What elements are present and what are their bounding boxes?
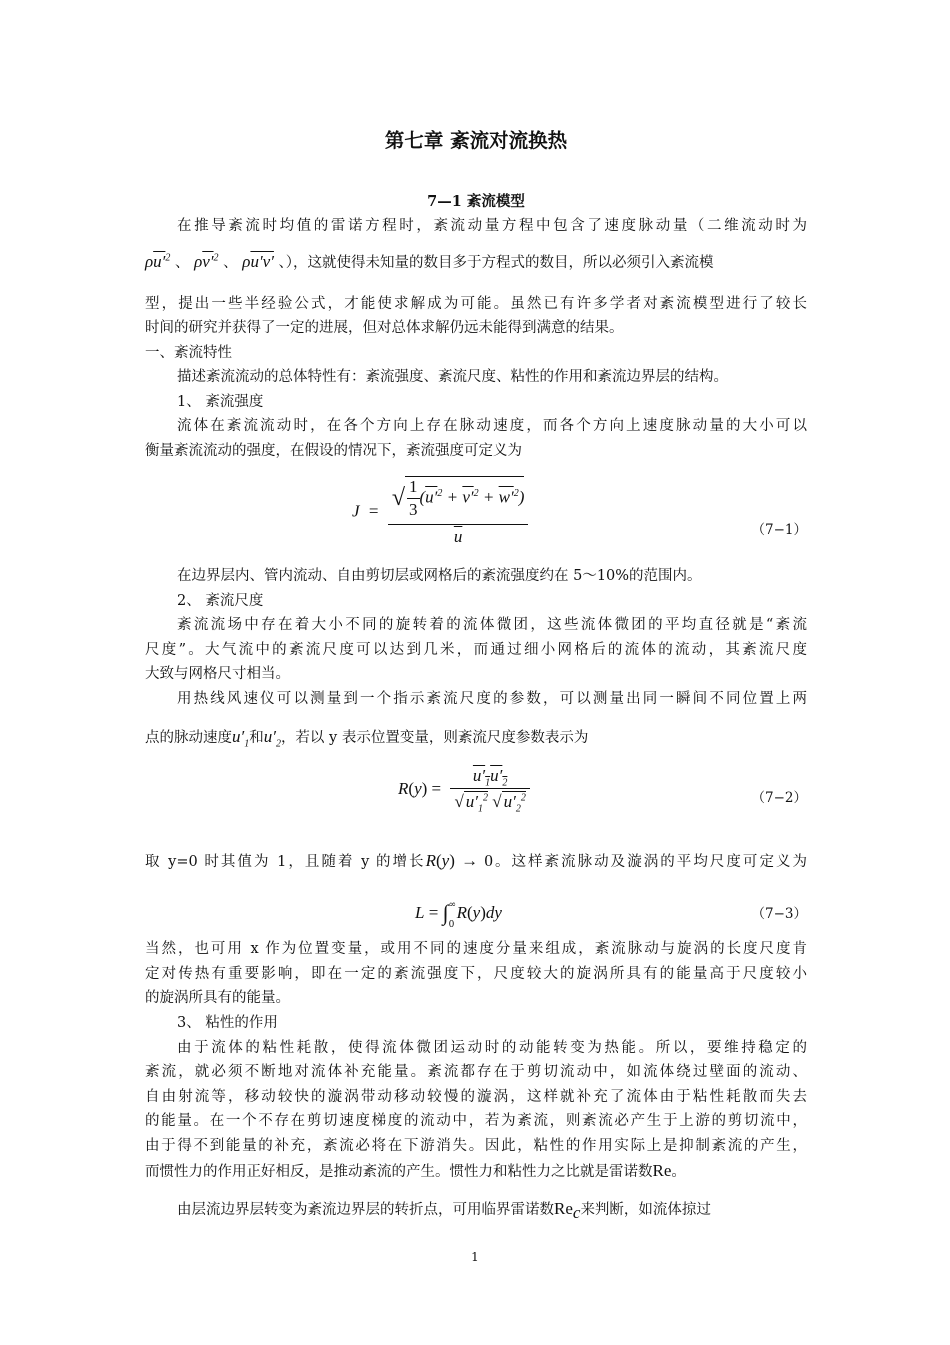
paragraph-line: 用热线风速仪可以测量到一个指示紊流尺度的参数，可以测量出同一瞬间不同位置上两	[177, 691, 807, 707]
paragraph-text: 。这样紊流脉动及漩涡的平均尺度可定义为	[492, 854, 807, 870]
page-number: 1	[471, 1250, 479, 1264]
paragraph-line: 尺度”。大气流中的紊流尺度可以达到几米，而通过细小网格后的流体的流动，其紊流尺度	[145, 642, 807, 658]
paragraph-line: 的旋涡所具有的能量。	[145, 990, 290, 1006]
paragraph-line: 衡量紊流流动的强度，在假设的情况下，紊流强度可定义为	[145, 443, 522, 459]
paragraph-text: 。	[671, 1164, 686, 1180]
paragraph-line-formula: $\rho u'^2$ 、 $\rho v'^2$ 、 ρu′v′ 、），这就使得未知量的数目多于方程式的数目，所以必须引入紊流模	[145, 252, 714, 271]
paragraph-text: ），这就使得未知量的数目多于方程式的数目，所以必须引入紊流模	[285, 255, 714, 271]
reynolds-number-symbol: Re	[652, 1161, 672, 1180]
paragraph-text: 取 y=0 时其值为 1，且随着 y 的增长	[145, 854, 426, 870]
paragraph-line: 在边界层内、管内流动、自由剪切层或网格后的紊流强度约在 5～10%的范围内。	[177, 568, 702, 584]
equation-integral-scale: L = ∫ ∞ 0 R(y)dy	[415, 899, 502, 930]
heading-turbulence-intensity: 1、 紊流强度	[177, 394, 264, 410]
chapter-title: 第七章 紊流对流换热	[384, 129, 568, 152]
paragraph-text: ，若以 y 表示位置变量，则紊流尺度参数表示为	[280, 730, 589, 746]
paragraph-text: 来判断，如流体掠过	[580, 1202, 711, 1218]
heading-turbulence-characteristics: 一、紊流特性	[145, 345, 232, 361]
paragraph-line: 描述紊流流动的总体特性有：紊流强度、紊流尺度、粘性的作用和紊流边界层的结构。	[177, 369, 728, 385]
critical-reynolds-symbol: Re	[554, 1199, 573, 1218]
heading-turbulence-scale: 2、 紊流尺度	[177, 593, 264, 609]
paragraph-line-formula: 取 y=0 时其值为 1，且随着 y 的增长R(y) → 0。这样紊流脉动及漩涡的平均尺度可定义为	[145, 851, 807, 870]
velocity-fluctuation-term-v: $\rho v'^2$	[194, 252, 219, 271]
paragraph-line: 由于得不到能量的补充，紊流必将在下游消失。因此，粘性的作用实际上是抑制紊流的产生，	[145, 1138, 807, 1154]
equation-turbulence-intensity: J = √ $\frac{1}{3}$ $(u'^2 + v'^2 + w'^2)$ u	[352, 476, 528, 547]
heading-viscosity-effect: 3、 粘性的作用	[177, 1015, 278, 1031]
critical-subscript: c	[572, 1202, 581, 1222]
paragraph-text: 和	[249, 730, 264, 746]
paragraph-line: 紊流，就必须不断地对流体补充能量。紊流都存在于剪切流动中，如流体绕过壁面的流动、	[145, 1064, 807, 1080]
paragraph-text: 由层流边界层转变为紊流边界层的转折点，可用临界雷诺数	[177, 1202, 554, 1218]
paragraph-line: 型，提出一些半经验公式，才能使求解成为可能。虽然已有许多学者对紊流模型进行了较长	[145, 296, 807, 312]
paragraph-text: 点的脉动速度	[145, 730, 232, 746]
paragraph-line: 大致与网格尺寸相当。	[145, 666, 290, 682]
paragraph-line-formula	[145, 1159, 807, 1185]
section-title: 7—1 紊流模型	[427, 193, 525, 210]
equation-number: （7−2）	[751, 790, 807, 806]
paragraph-line: 流体在紊流流动时，在各个方向上存在脉动速度，而各个方向上速度脉动量的大小可以	[177, 418, 807, 434]
inline-formula-r-limit: R	[425, 851, 436, 870]
paragraph-text: 而惯性力的作用正好相反，是推动紊流的产生。惯性力和粘性力之比就是雷诺数	[145, 1164, 653, 1180]
paragraph-line: 由于流体的粘性耗散，使得流体微团运动时的动能转变为热能。所以，要维持稳定的	[177, 1040, 807, 1056]
fluctuation-u1: $u'_1$	[232, 727, 250, 750]
velocity-fluctuation-term-u: $\rho u'^2$	[145, 252, 171, 271]
paragraph-line: 自由射流等，移动较快的漩涡带动移动较慢的漩涡，这样就补充了流体由于粘性耗散而失去	[145, 1089, 807, 1105]
equation-correlation-coefficient: R(y) = $\frac{u'_1u'_2}{√ u'_1^2 √ u'_2^2}$	[398, 766, 530, 812]
paragraph-line: 当然，也可用 x 作为位置变量，或用不同的速度分量来组成，紊流脉动与旋涡的长度尺度肯	[145, 941, 807, 957]
fluctuation-u2: $u'_2$	[263, 727, 281, 750]
paragraph-line: 定对传热有重要影响，即在一定的紊流强度下，尺度较大的旋涡所具有的能量高于尺度较小	[145, 966, 807, 982]
paragraph-line: 的能量。在一个不存在剪切速度梯度的流动中，若为紊流，则紊流必产生于上游的剪切流中，	[145, 1113, 807, 1129]
paragraph-line: 在推导紊流时均值的雷诺方程时，紊流动量方程中包含了速度脉动量（二维流动时为	[177, 218, 807, 234]
equation-number: （7−3）	[751, 906, 807, 922]
paragraph-line: 时间的研究并获得了一定的进展，但对总体求解仍远未能得到满意的结果。	[145, 320, 624, 336]
paragraph-line-formula	[145, 1197, 807, 1223]
paragraph-line-formula	[145, 725, 807, 751]
equation-number: （7−1）	[751, 522, 807, 538]
velocity-fluctuation-term-uv: ρu′v′	[242, 252, 274, 271]
paragraph-line: 紊流流场中存在着大小不同的旋转着的流体微团，这些流体微团的平均直径就是“紊流	[177, 617, 807, 633]
